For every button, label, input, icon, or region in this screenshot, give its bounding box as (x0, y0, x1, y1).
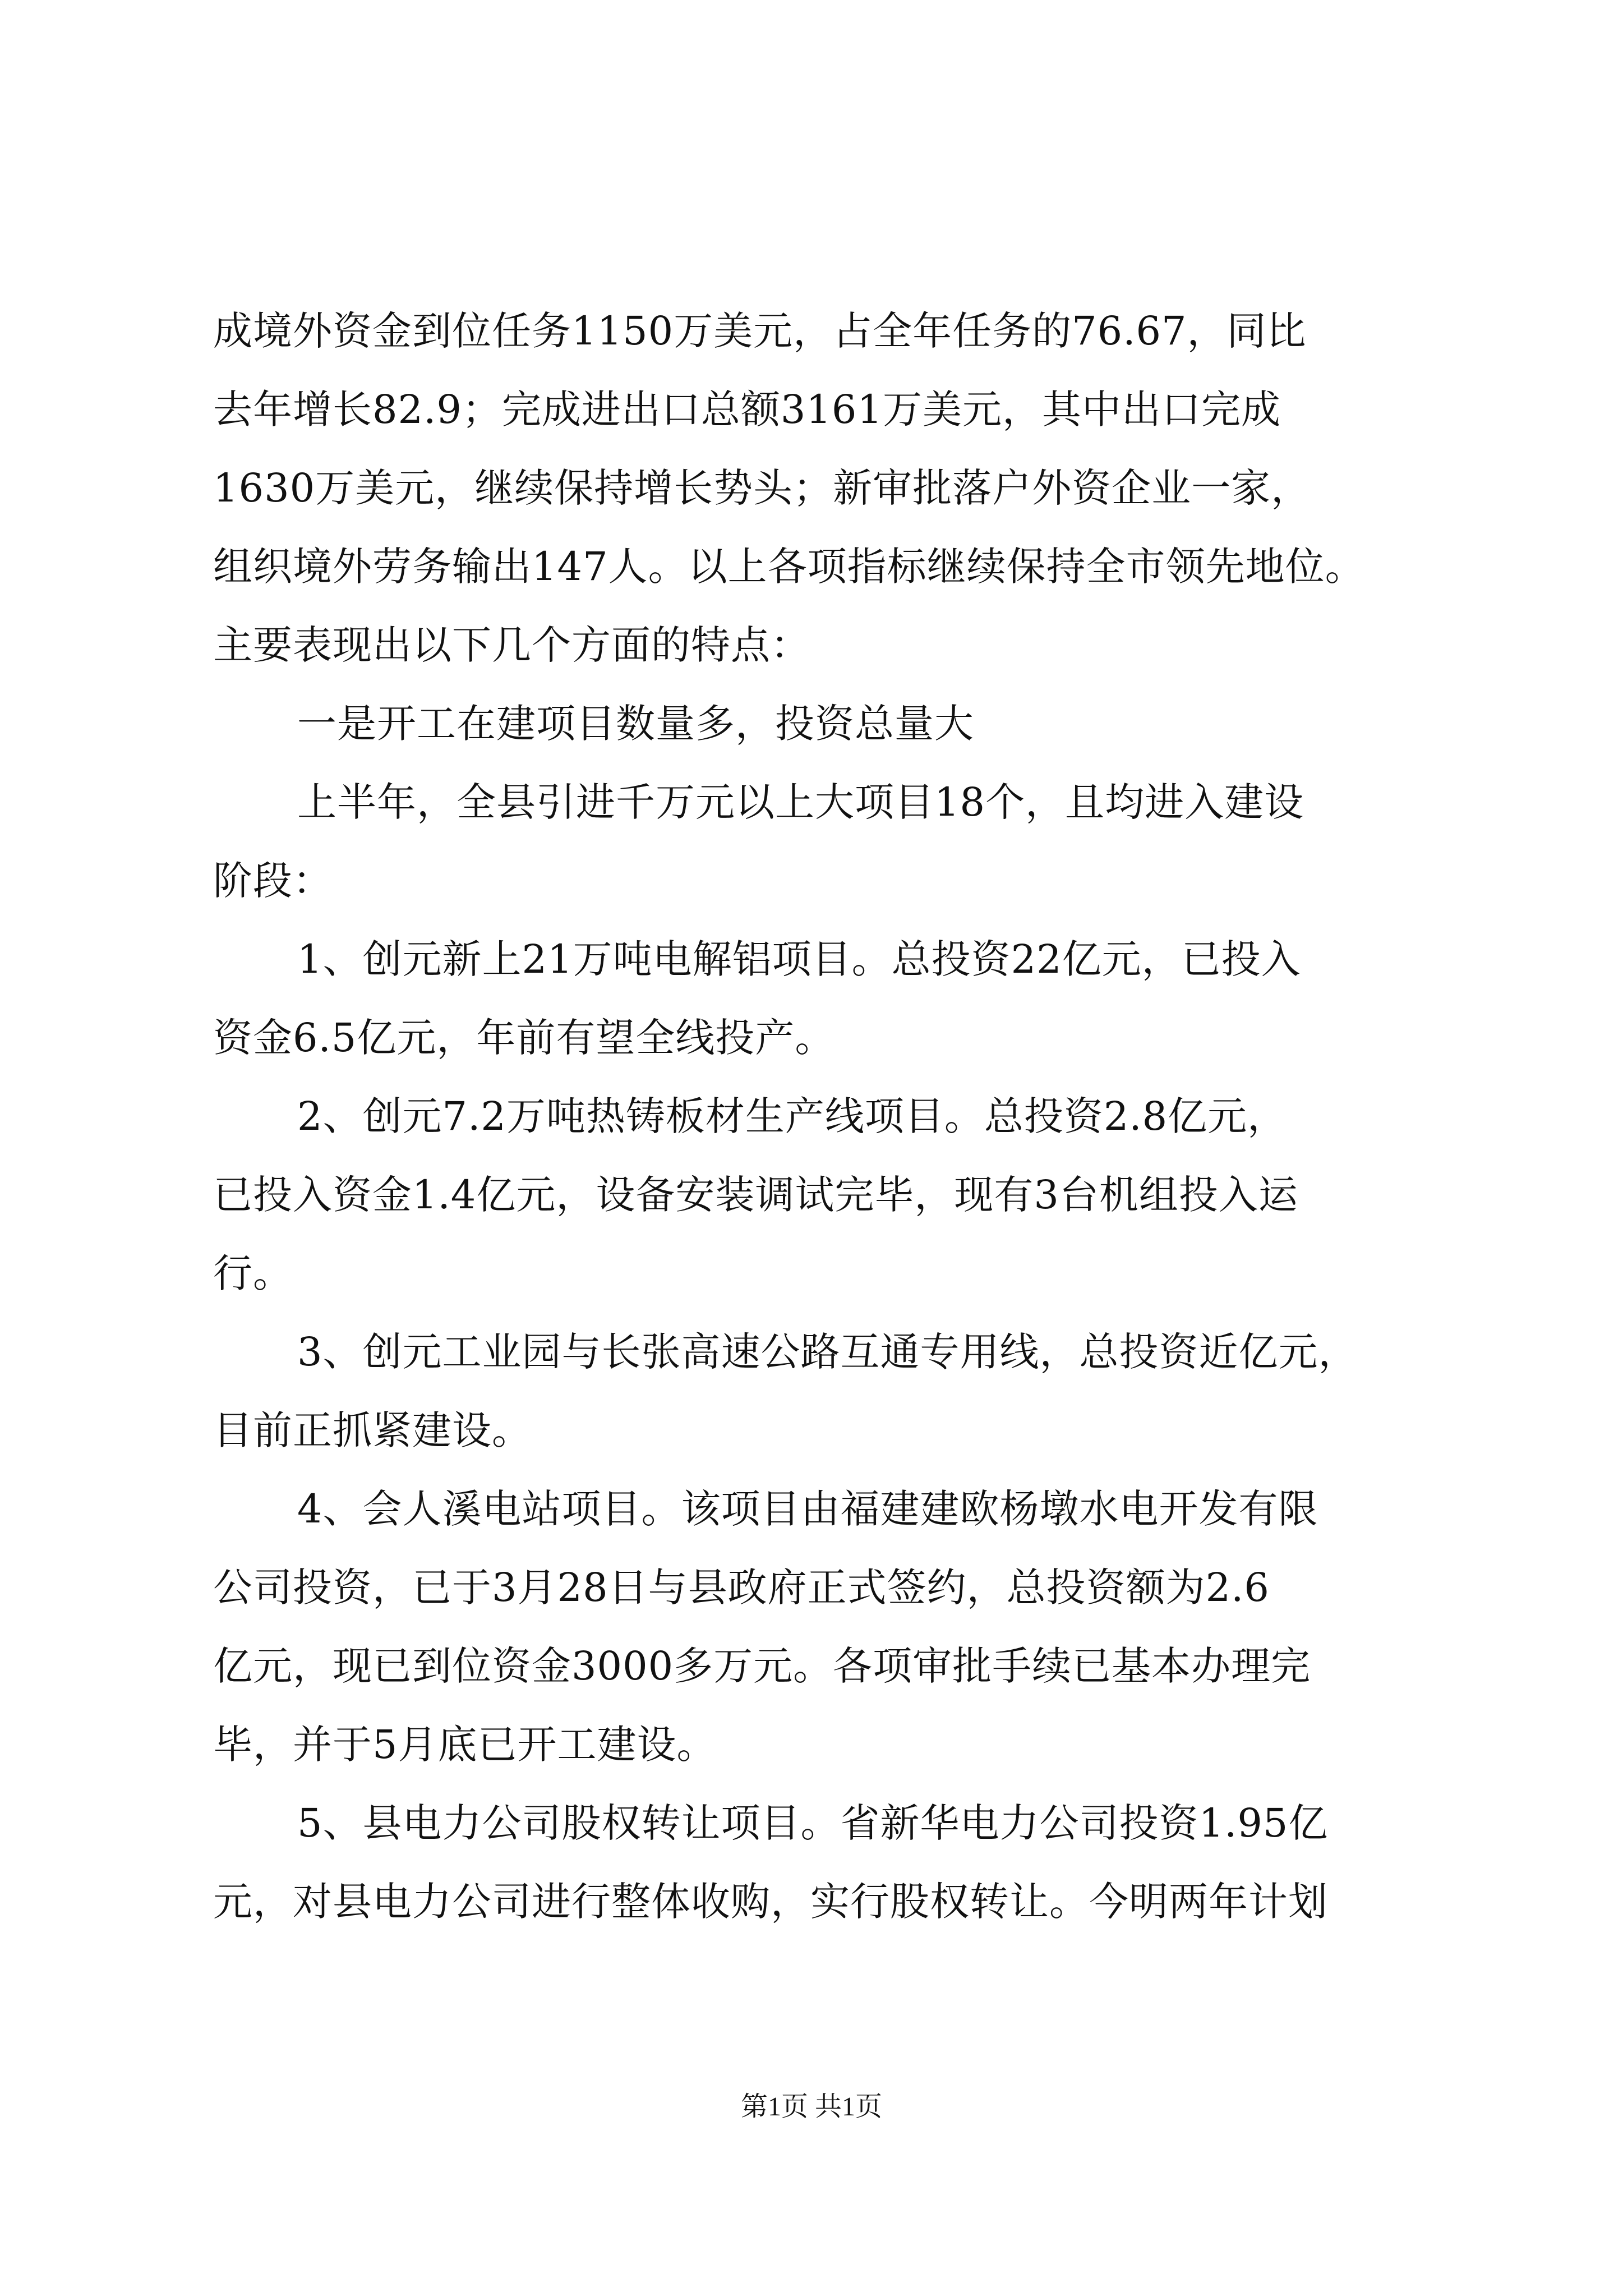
text-line: 成境外资金到位任务1150万美元，占全年任务的76.67，同比 (213, 308, 1307, 354)
text-line: 1630万美元，继续保持增长势头；新审批落户外资企业一家， (213, 465, 1311, 511)
list-item-line: 4、会人溪电站项目。该项目由福建建欧杨墩水电开发有限 (297, 1486, 1318, 1532)
list-item-line: 目前正抓紧建设。 (213, 1407, 532, 1453)
list-item-line: 1、创元新上21万吨电解铝项目。总投资22亿元，已投入 (297, 936, 1301, 982)
list-item-line: 毕，并于5月底已开工建设。 (213, 1722, 717, 1768)
text-line: 主要表现出以下几个方面的特点： (213, 622, 810, 668)
list-item-line: 2、创元7.2万吨热铸板材生产线项目。总投资2.8亿元， (297, 1093, 1288, 1139)
section-heading: 一是开工在建项目数量多，投资总量大 (297, 701, 974, 747)
text-line: 上半年，全县引进千万元以上大项目18个，且均进入建设 (297, 779, 1304, 825)
page-footer: 第1页 共1页 (740, 2092, 882, 2122)
text-line: 去年增长82.9；完成进出口总额3161万美元，其中出口完成 (213, 386, 1281, 432)
list-item-line: 行。 (213, 1250, 293, 1296)
text-line: 阶段： (213, 858, 333, 904)
list-item-line: 资金6.5亿元，年前有望全线投产。 (213, 1015, 835, 1061)
text-line: 组织境外劳务输出147人。以上各项指标继续保持全市领先地位。 (213, 544, 1365, 590)
list-item-line: 公司投资，已于3月28日与县政府正式签约，总投资额为2.6 (213, 1565, 1270, 1611)
list-item-line: 已投入资金1.4亿元，设备安装调试完毕，现有3台机组投入运 (213, 1172, 1298, 1218)
list-item-line: 元，对县电力公司进行整体收购，实行股权转让。今明两年计划 (213, 1879, 1328, 1925)
list-item-line: 3、创元工业园与长张高速公路互通专用线，总投资近亿元， (297, 1329, 1358, 1375)
list-item-line: 5、县电力公司股权转让项目。省新华电力公司投资1.95亿 (297, 1800, 1329, 1846)
list-item-line: 亿元，现已到位资金3000多万元。各项审批手续已基本办理完 (213, 1643, 1311, 1689)
